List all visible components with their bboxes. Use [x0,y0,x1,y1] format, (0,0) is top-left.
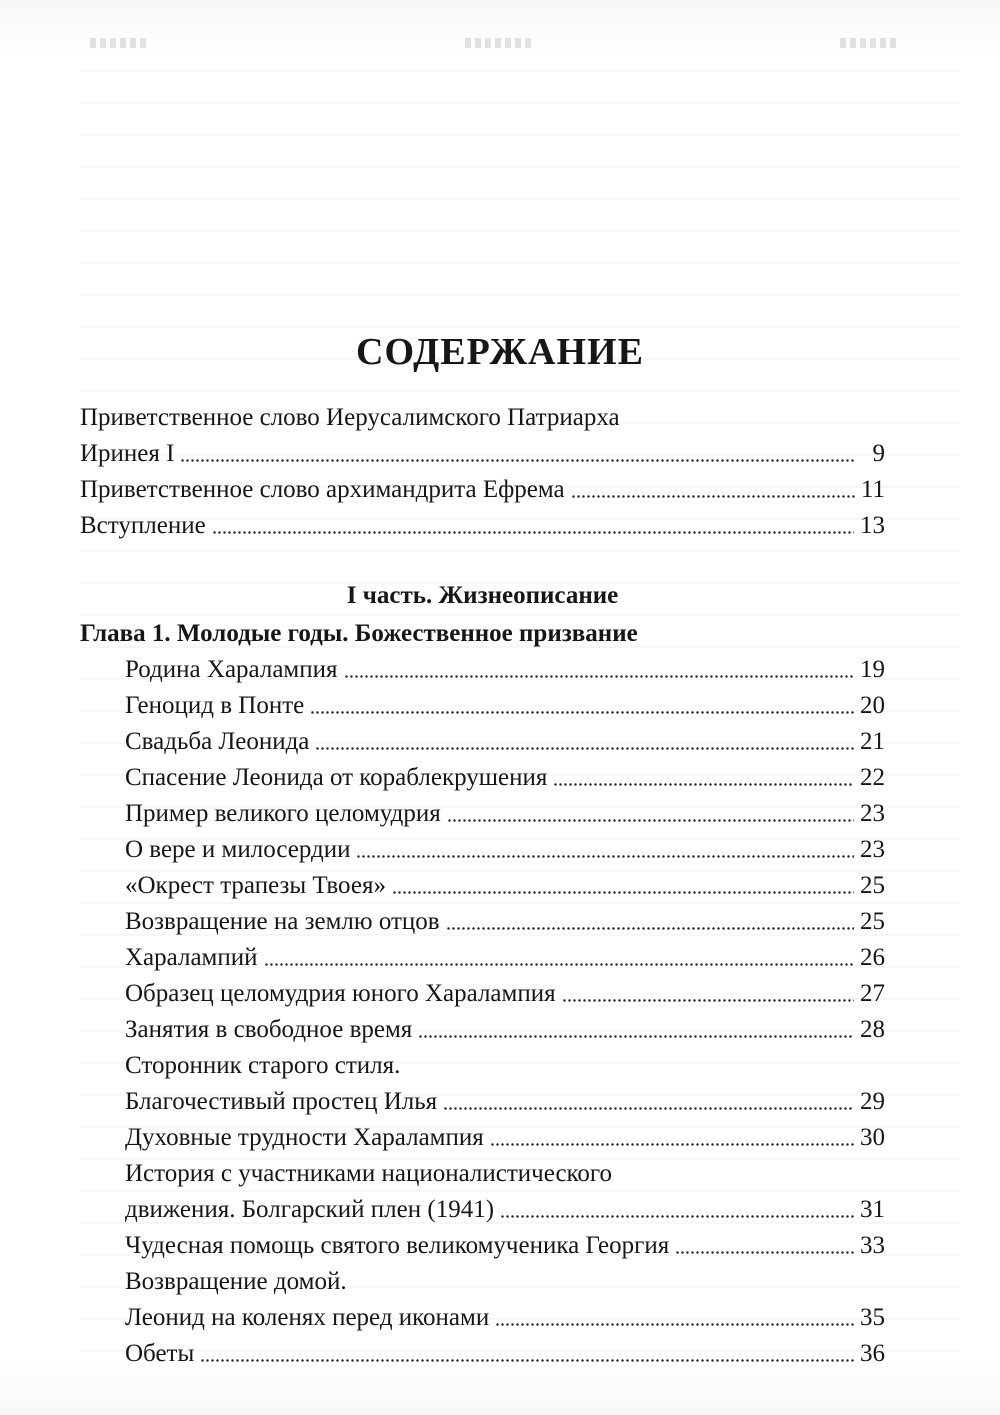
toc-page-number: 22 [860,764,885,791]
toc-entry[interactable] [80,760,885,796]
toc-page-number: 23 [860,836,885,863]
dot-leader [500,1215,854,1218]
toc-page-number: 25 [860,872,885,899]
dot-leader [490,1143,854,1146]
toc-entry-text: Геноцид в Понте [125,692,305,719]
toc-page-number: 25 [860,908,885,935]
toc-entry[interactable] [80,724,885,760]
toc-page-number: 28 [860,1016,885,1043]
toc-page-number: 35 [860,1304,885,1331]
dot-leader [356,855,854,858]
toc-entry-text: Обеты [125,1340,195,1367]
toc-entry-text: Сторонник старого стиля. [125,1052,401,1079]
running-head-mark-right [840,38,900,48]
toc-entry-patriarch-line1[interactable] [80,400,885,436]
toc-entry[interactable] [80,1048,885,1084]
toc-page-number: 29 [860,1088,885,1115]
chapter-entries [80,652,885,1372]
toc-entry[interactable] [80,976,885,1012]
toc-page-number: 19 [860,656,885,683]
dot-leader [446,927,854,930]
toc-entry[interactable] [80,1120,885,1156]
toc-page-number: 13 [860,512,885,539]
page-title: СОДЕРЖАНИЕ [356,331,644,373]
dot-leader [675,1251,854,1254]
toc-entry-text: Леонид на коленях перед иконами [125,1304,490,1331]
toc-entry[interactable] [80,1012,885,1048]
toc-entry[interactable] [80,688,885,724]
toc-page-number: 31 [860,1196,885,1223]
toc-entry-text: Возвращение на землю отцов [125,908,440,935]
dot-leader [447,819,854,822]
toc-entry[interactable] [80,1228,885,1264]
toc-page-number: 36 [860,1340,885,1367]
toc-entry-text: Пример великого целомудрия [125,800,441,827]
dot-leader [200,1359,854,1362]
part-heading: I часть. Жизнеописание [346,582,619,609]
toc-entry[interactable] [80,868,885,904]
toc-entry-text: Образец целомудрия юного Харалампия [125,980,556,1007]
toc-entry[interactable] [80,904,885,940]
dot-leader [418,1035,854,1038]
toc-entry-introduction[interactable] [80,508,885,544]
dot-leader [344,675,855,678]
toc-entry-text: Свадьба Леонида [125,728,310,755]
dot-leader [553,783,854,786]
toc-entry[interactable] [80,652,885,688]
toc-entry-text: Чудесная помощь святого великомученика Георгия [125,1232,670,1259]
toc-entry[interactable] [80,940,885,976]
toc-entry-text: Благочестивый простец Илья [125,1088,438,1115]
toc-entry[interactable] [80,1300,885,1336]
table-of-contents [80,400,885,1372]
toc-entry[interactable] [80,1264,885,1300]
toc-page-number: 27 [860,980,885,1007]
toc-entry[interactable] [80,832,885,868]
toc-page-number: 20 [860,692,885,719]
toc-entry-text: «Окрест трапезы Твоея» [125,872,386,899]
dot-leader [180,459,855,462]
toc-page-number: 23 [860,800,885,827]
toc-entry[interactable] [80,1336,885,1372]
toc-entry-text: Вступление [80,512,206,539]
toc-entry-patriarch-line2[interactable] [80,436,885,472]
toc-entry-text: Приветственное слово Иерусалимского Патриарха [80,404,620,431]
toc-entry-text: История с участниками националистического [125,1160,613,1187]
toc-page-number: 26 [860,944,885,971]
toc-entry-text: Родина Харалампия [125,656,338,683]
toc-page-number: 21 [860,728,885,755]
toc-page-number: 30 [860,1124,885,1151]
toc-entry[interactable] [80,1084,885,1120]
dot-leader [212,531,854,534]
toc-page-number: 33 [860,1232,885,1259]
toc-entry[interactable] [80,1156,885,1192]
dot-leader [571,495,855,498]
dot-leader [315,747,854,750]
toc-page-number: 9 [872,440,885,467]
running-head-mark-left [90,38,150,48]
chapter-heading[interactable]: Глава 1. Молодые годы. Божественное призвание [80,620,638,647]
toc-entry-text: Приветственное слово архимандрита Ефрема [80,476,565,503]
toc-entry-text: О вере и милосердии [125,836,351,863]
toc-entry-text: Духовные трудности Харалампия [125,1124,484,1151]
toc-entry-archimandrite[interactable] [80,472,885,508]
running-head-mark-center [465,38,535,48]
toc-entry-text: Харалампий [125,944,258,971]
running-head-bleed [0,28,1000,68]
dot-leader [392,891,854,894]
toc-entry-text: движения. Болгарский плен (1941) [125,1196,495,1223]
toc-entry[interactable] [80,796,885,832]
dot-leader [310,711,854,714]
dot-leader [264,963,855,966]
toc-entry-text: Спасение Леонида от кораблекрушения [125,764,548,791]
toc-entry-text: Занятия в свободное время [125,1016,413,1043]
dot-leader [495,1323,854,1326]
toc-entry[interactable] [80,1192,885,1228]
dot-leader [443,1107,854,1110]
dot-leader [562,999,854,1002]
toc-entry-text: Иринея I [80,440,175,467]
toc-page-number: 11 [860,476,885,503]
toc-entry-text: Возвращение домой. [125,1268,347,1295]
